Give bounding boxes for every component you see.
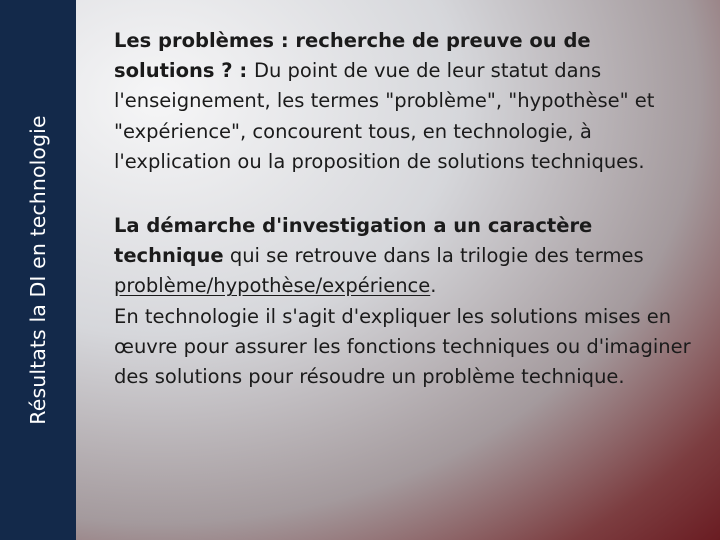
paragraph-problems-heading: Les problèmes : recherche de preuve ou de solutions ? : <box>114 29 591 83</box>
paragraph-investigation-heading: La démarche d'investigation a un caractère technique <box>114 214 593 268</box>
paragraph-problems-text: Du point de vue de leur statut dans l'enseignement, les termes "problème", "hypothèse" et "expérience", concourent tous, en technologie, à l'explication ou la proposition de solutions techniques. <box>114 59 655 173</box>
sidebar <box>0 0 76 540</box>
paragraph-investigation-text: qui se retrouve dans la trilogie des termes <box>223 244 644 268</box>
main-content <box>114 26 694 392</box>
paragraph-problems <box>114 26 694 177</box>
trilogy-terms: problème/hypothèse/expérience <box>114 274 431 298</box>
slide-title: Résultats la DI en technologie <box>26 115 50 425</box>
paragraph-investigation-period: . <box>430 274 437 298</box>
paragraph-investigation <box>114 211 694 392</box>
paragraph-investigation-explanation: En technologie il s'agit d'expliquer les solutions mises en œuvre pour assurer les fonctions techniques ou d'imaginer des solutions pour résoudre un problème technique. <box>114 304 691 389</box>
